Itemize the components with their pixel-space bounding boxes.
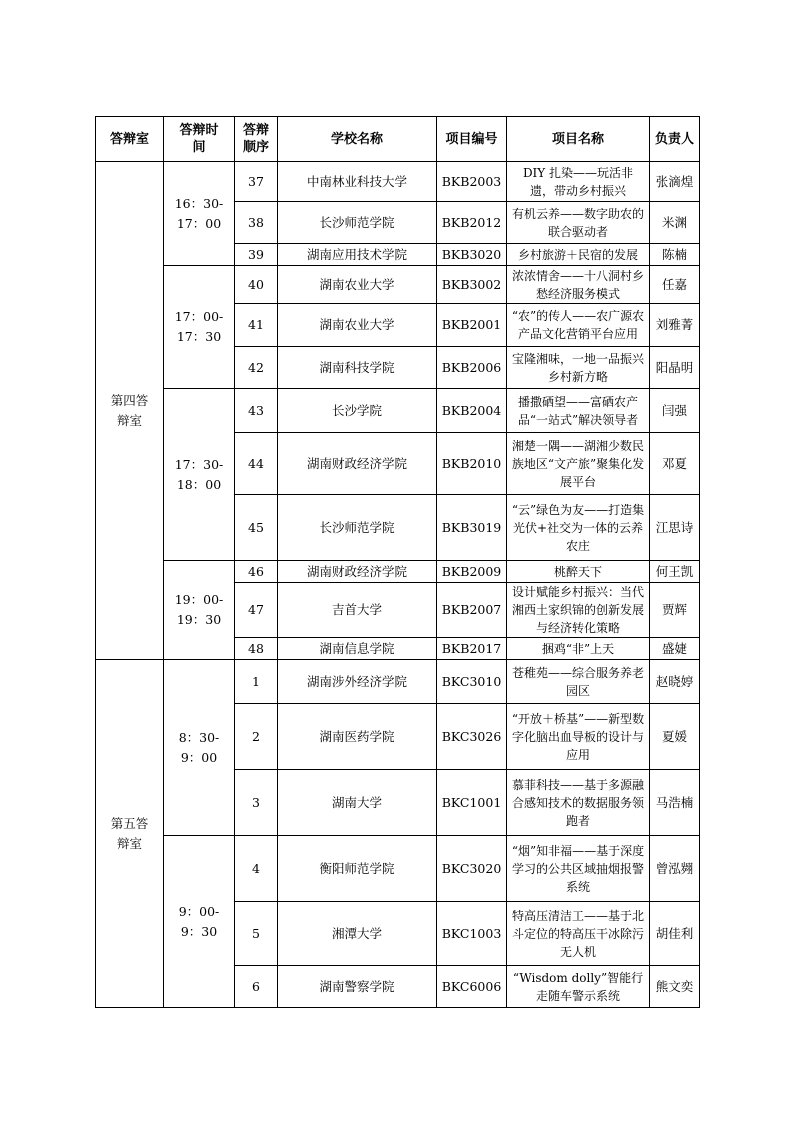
schedule-body [96,162,700,1008]
order-cell: 44 [235,433,278,495]
code-cell: BKC3010 [437,660,507,704]
project-name-cell: “云”绿色为友——打造集光伏+社交为一体的云养农庄 [507,495,650,561]
leader-cell: 贾辉 [650,583,700,638]
time-slot-cell [164,660,235,836]
table-row [96,561,700,583]
time-slot: 16：30-17：00 [174,195,224,231]
project-name-cell: 设计赋能乡村振兴：当代湘西土家织锦的创新发展与经济转化策略 [507,583,650,638]
project-name-cell: “烟”知非福——基于深度学习的公共区域抽烟报警系统 [507,836,650,902]
order-cell: 1 [235,660,278,704]
school-cell: 湖南科技学院 [278,347,437,389]
header-project: 项目名称 [507,117,650,162]
order-cell: 6 [235,966,278,1008]
leader-cell: 夏媛 [650,704,700,770]
header-room: 答辩室 [96,117,164,162]
project-name-cell: 宝隆湘味，一地一品振兴乡村新方略 [507,347,650,389]
order-cell: 46 [235,561,278,583]
order-cell: 43 [235,389,278,433]
project-name-cell: 湘楚一隅——湖湘少数民族地区“文产旅”聚集化发展平台 [507,433,650,495]
leader-cell: 胡佳利 [650,902,700,966]
school-cell: 衡阳师范学院 [278,836,437,902]
table-row [96,162,700,202]
time-slot: 17：30-18：00 [174,456,224,492]
room-name: 第四答辩室 [110,392,149,428]
room-name-cell [96,660,164,1008]
project-name-cell: “农”的传人——农广源农产品文化营销平台应用 [507,304,650,347]
project-name-cell: “开放＋桥基”——新型数字化脑出血导板的设计与应用 [507,704,650,770]
school-cell: 湖南涉外经济学院 [278,660,437,704]
header-school: 学校名称 [278,117,437,162]
room-name: 第五答辩室 [110,815,149,851]
school-cell: 长沙师范学院 [278,495,437,561]
school-cell: 湖南大学 [278,770,437,836]
order-cell: 4 [235,836,278,902]
school-cell: 湖南农业大学 [278,266,437,304]
school-cell: 湖南医药学院 [278,704,437,770]
leader-cell: 刘雅菁 [650,304,700,347]
code-cell: BKB2009 [437,561,507,583]
header-time [164,117,235,162]
leader-cell: 马浩楠 [650,770,700,836]
code-cell: BKB2004 [437,389,507,433]
order-cell: 39 [235,244,278,266]
school-cell: 湖南信息学院 [278,638,437,660]
code-cell: BKC3026 [437,704,507,770]
leader-cell: 江思诗 [650,495,700,561]
time-slot-cell [164,266,235,389]
school-cell: 湖南应用技术学院 [278,244,437,266]
leader-cell: 闫强 [650,389,700,433]
code-cell: BKC1003 [437,902,507,966]
table-row [96,836,700,902]
leader-cell: 邓夏 [650,433,700,495]
school-cell: 湖南财政经济学院 [278,561,437,583]
time-slot: 8：30-9：00 [178,729,220,765]
code-cell: BKB2006 [437,347,507,389]
project-name-cell: 播撒硒望——富硒农产品“一站式”解决领导者 [507,389,650,433]
leader-cell: 陈楠 [650,244,700,266]
project-name-cell: DIY 扎染——玩活非遗，带动乡村振兴 [507,162,650,202]
project-name-cell: 苍稚苑——综合服务养老园区 [507,660,650,704]
code-cell: BKB2001 [437,304,507,347]
code-cell: BKB2003 [437,162,507,202]
school-cell: 吉首大学 [278,583,437,638]
order-cell: 2 [235,704,278,770]
table-row [96,389,700,433]
header-time-label: 答辩时间 [179,123,219,155]
code-cell: BKC1001 [437,770,507,836]
order-cell: 42 [235,347,278,389]
order-cell: 48 [235,638,278,660]
project-name-cell: 特高压清洁工——基于北斗定位的特高压干冰除污无人机 [507,902,650,966]
room-name-cell [96,162,164,660]
school-cell: 湘潭大学 [278,902,437,966]
leader-cell: 曾泓翙 [650,836,700,902]
order-cell: 37 [235,162,278,202]
time-slot: 17：00-17：30 [174,309,224,344]
project-name-cell: 乡村旅游＋民宿的发展 [507,244,650,266]
school-cell: 长沙学院 [278,389,437,433]
code-cell: BKC3020 [437,836,507,902]
order-cell: 38 [235,202,278,244]
code-cell: BKB2007 [437,583,507,638]
school-cell: 长沙师范学院 [278,202,437,244]
project-name-cell: 桃醉天下 [507,561,650,583]
project-name-cell: 捆鸡“非”上天 [507,638,650,660]
header-leader: 负责人 [650,117,700,162]
header-order [235,117,278,162]
defense-schedule-table [95,116,700,1008]
table-row [96,660,700,704]
leader-cell: 任嘉 [650,266,700,304]
header-row [96,117,700,162]
code-cell: BKB2017 [437,638,507,660]
leader-cell: 盛婕 [650,638,700,660]
leader-cell: 张滴煌 [650,162,700,202]
leader-cell: 何王凯 [650,561,700,583]
time-slot: 9：00-9：30 [178,903,220,939]
time-slot: 19：00-19：30 [174,592,224,627]
code-cell: BKB2012 [437,202,507,244]
school-cell: 湖南农业大学 [278,304,437,347]
time-slot-cell [164,162,235,266]
order-cell: 41 [235,304,278,347]
leader-cell: 米渊 [650,202,700,244]
order-cell: 47 [235,583,278,638]
time-slot-cell [164,836,235,1008]
header-order-label: 答辩顺序 [243,123,270,155]
table-row [96,266,700,304]
code-cell: BKC6006 [437,966,507,1008]
code-cell: BKB3019 [437,495,507,561]
time-slot-cell [164,561,235,660]
project-name-cell: “Wisdom dolly”智能行走随车警示系统 [507,966,650,1008]
order-cell: 5 [235,902,278,966]
header-code: 项目编号 [437,117,507,162]
leader-cell: 赵晓婷 [650,660,700,704]
school-cell: 湖南警察学院 [278,966,437,1008]
leader-cell: 熊文奕 [650,966,700,1008]
leader-cell: 阳晶明 [650,347,700,389]
code-cell: BKB3020 [437,244,507,266]
order-cell: 3 [235,770,278,836]
code-cell: BKB2010 [437,433,507,495]
school-cell: 湖南财政经济学院 [278,433,437,495]
time-slot-cell [164,389,235,561]
school-cell: 中南林业科技大学 [278,162,437,202]
project-name-cell: 浓浓情舍——十八洞村乡愁经济服务模式 [507,266,650,304]
order-cell: 40 [235,266,278,304]
project-name-cell: 慕菲科技——基于多源融合感知技术的数据服务领跑者 [507,770,650,836]
order-cell: 45 [235,495,278,561]
code-cell: BKB3002 [437,266,507,304]
project-name-cell: 有机云养——数字助农的联合驱动者 [507,202,650,244]
